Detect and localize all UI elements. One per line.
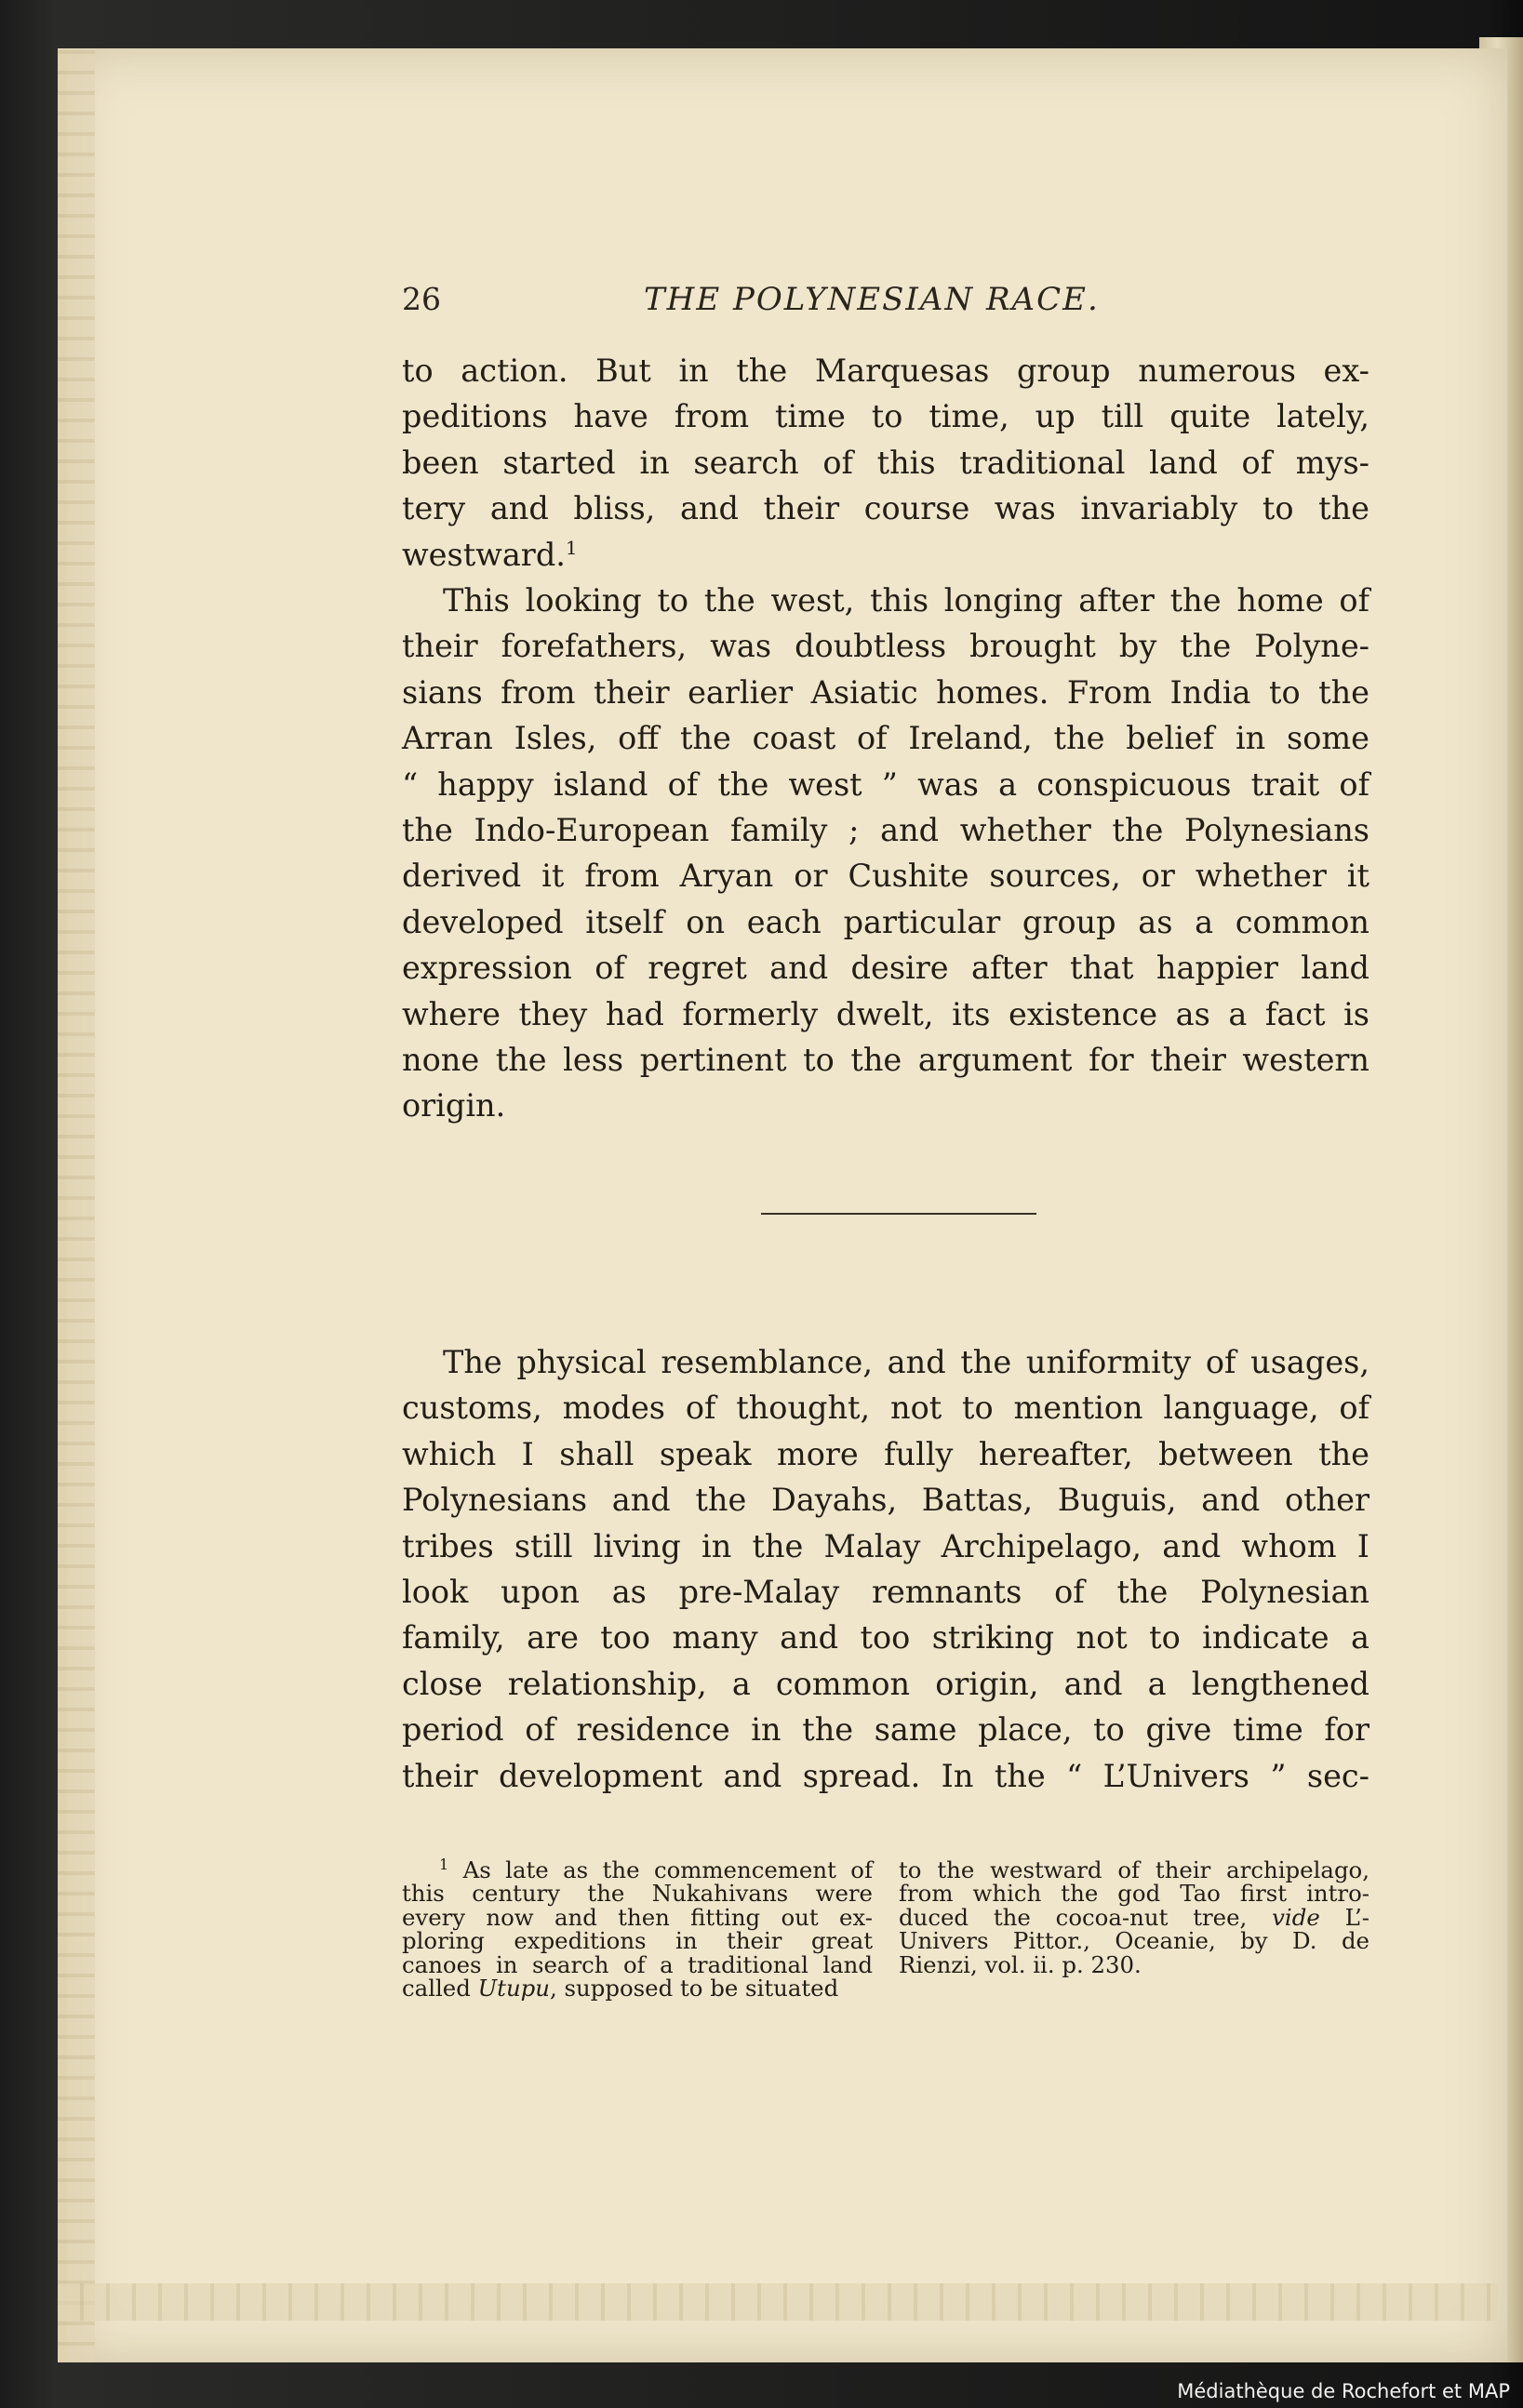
text-line: The physical resemblance, and the uniformity of usages, <box>443 1344 1369 1380</box>
text-fragment: westward. <box>402 536 566 573</box>
footnote-italic-word: vide <box>1272 1903 1320 1931</box>
footnote-reference: 1 <box>565 536 578 559</box>
text-line: the Indo-European family ; and whether the Polynesians <box>402 811 1369 848</box>
footnote-line <box>899 1903 1369 1931</box>
running-title: THE POLYNESIAN RACE. <box>644 281 1100 318</box>
text-line: close relationship, a common origin, and a lengthened <box>402 1665 1369 1702</box>
text-line: where they had formerly dwelt, its existence as a fact is <box>402 995 1369 1032</box>
footnote-line: every now and then fitting out ex- <box>402 1903 873 1931</box>
text-line: customs, modes of thought, not to mention language, of <box>402 1390 1369 1427</box>
text-line-last: origin. <box>402 1087 506 1124</box>
footnote-text: duced the cocoa-nut tree, <box>899 1903 1273 1931</box>
text-line: which I shall speak more fully hereafter, between the <box>402 1435 1369 1472</box>
text-line: tery and bliss, and their course was invariably to the <box>402 490 1369 527</box>
text-line: period of residence in the same place, to give time for <box>402 1711 1369 1749</box>
text-line: Arran Isles, off the coast of Ireland, the belief in some <box>402 720 1369 757</box>
footnote-line-last: Rienzi, vol. ii. p. 230. <box>899 1950 1142 1978</box>
footnote-marker: 1 <box>439 1855 449 1873</box>
footnote-left-column <box>402 1855 873 2002</box>
text-line: to action. But in the Marquesas group numerous ex- <box>402 353 1369 389</box>
page-header <box>402 281 1369 327</box>
text-line-last <box>402 532 1369 578</box>
footnote-line-last <box>402 1976 873 2000</box>
footnote-line: Univers Pittor., Oceanie, by D. de <box>899 1927 1369 1955</box>
footnote-line: this century the Nukahivans were <box>402 1880 873 1908</box>
text-line: their forefathers, was doubtless brought by the Polyne- <box>402 628 1369 665</box>
text-line: “ happy island of the west ” was a conspicuous trait of <box>402 765 1369 803</box>
footnote-line: ploring expeditions in their great <box>402 1927 873 1955</box>
paragraph-1 <box>402 348 1369 578</box>
footnote-line <box>402 1855 873 1883</box>
text-line: This looking to the west, this longing after the home of <box>443 582 1369 619</box>
footnote-text: As late as the commencement of <box>462 1856 873 1883</box>
text-line: derived it from Aryan or Cushite sources, or whether it <box>402 858 1369 895</box>
page-number: 26 <box>402 281 441 317</box>
library-watermark: Médiathèque de Rochefort et MAP <box>1177 2380 1510 2402</box>
section-divider <box>761 1213 1036 1215</box>
text-line: Polynesians and the Dayahs, Battas, Buguis, and other <box>402 1482 1369 1519</box>
text-line: developed itself on each particular group as a common <box>402 903 1369 940</box>
footnote-line: to the westward of their archipelago, <box>899 1856 1369 1883</box>
text-line: family, are too many and too striking not to indicate a <box>402 1619 1369 1656</box>
footnote-text: , supposed to be situated <box>550 1974 839 2002</box>
page-deckle-edge-bottom <box>58 2283 1498 2321</box>
footnote-line: canoes in search of a traditional land <box>402 1950 873 1978</box>
text-line: look upon as pre-Malay remnants of the Polynesian <box>402 1573 1369 1610</box>
text-line: none the less pertinent to the argument for their western <box>402 1041 1369 1078</box>
footnote-text: called <box>402 1974 478 2002</box>
paragraph-3 <box>402 1339 1369 1799</box>
footnote-line: from which the god Tao first intro- <box>899 1880 1369 1908</box>
text-line: expression of regret and desire after that happier land <box>402 950 1369 987</box>
page-deckle-edge-left <box>58 48 95 2362</box>
footnote-italic-word: Utupu <box>477 1974 550 2002</box>
text-line: their development and spread. In the “ L’Univers ” sec- <box>402 1757 1369 1794</box>
text-line: been started in search of this traditional land of mys- <box>402 444 1369 481</box>
text-line: tribes still living in the Malay Archipelago, and whom I <box>402 1527 1369 1564</box>
paragraph-2 <box>402 578 1369 1129</box>
text-line: peditions have from time to time, up till quite lately, <box>402 398 1369 435</box>
footnote-text: L’- <box>1319 1903 1369 1931</box>
text-line: sians from their earlier Asiatic homes. From India to the <box>402 673 1369 711</box>
footnote-right-column <box>899 1858 1369 1976</box>
